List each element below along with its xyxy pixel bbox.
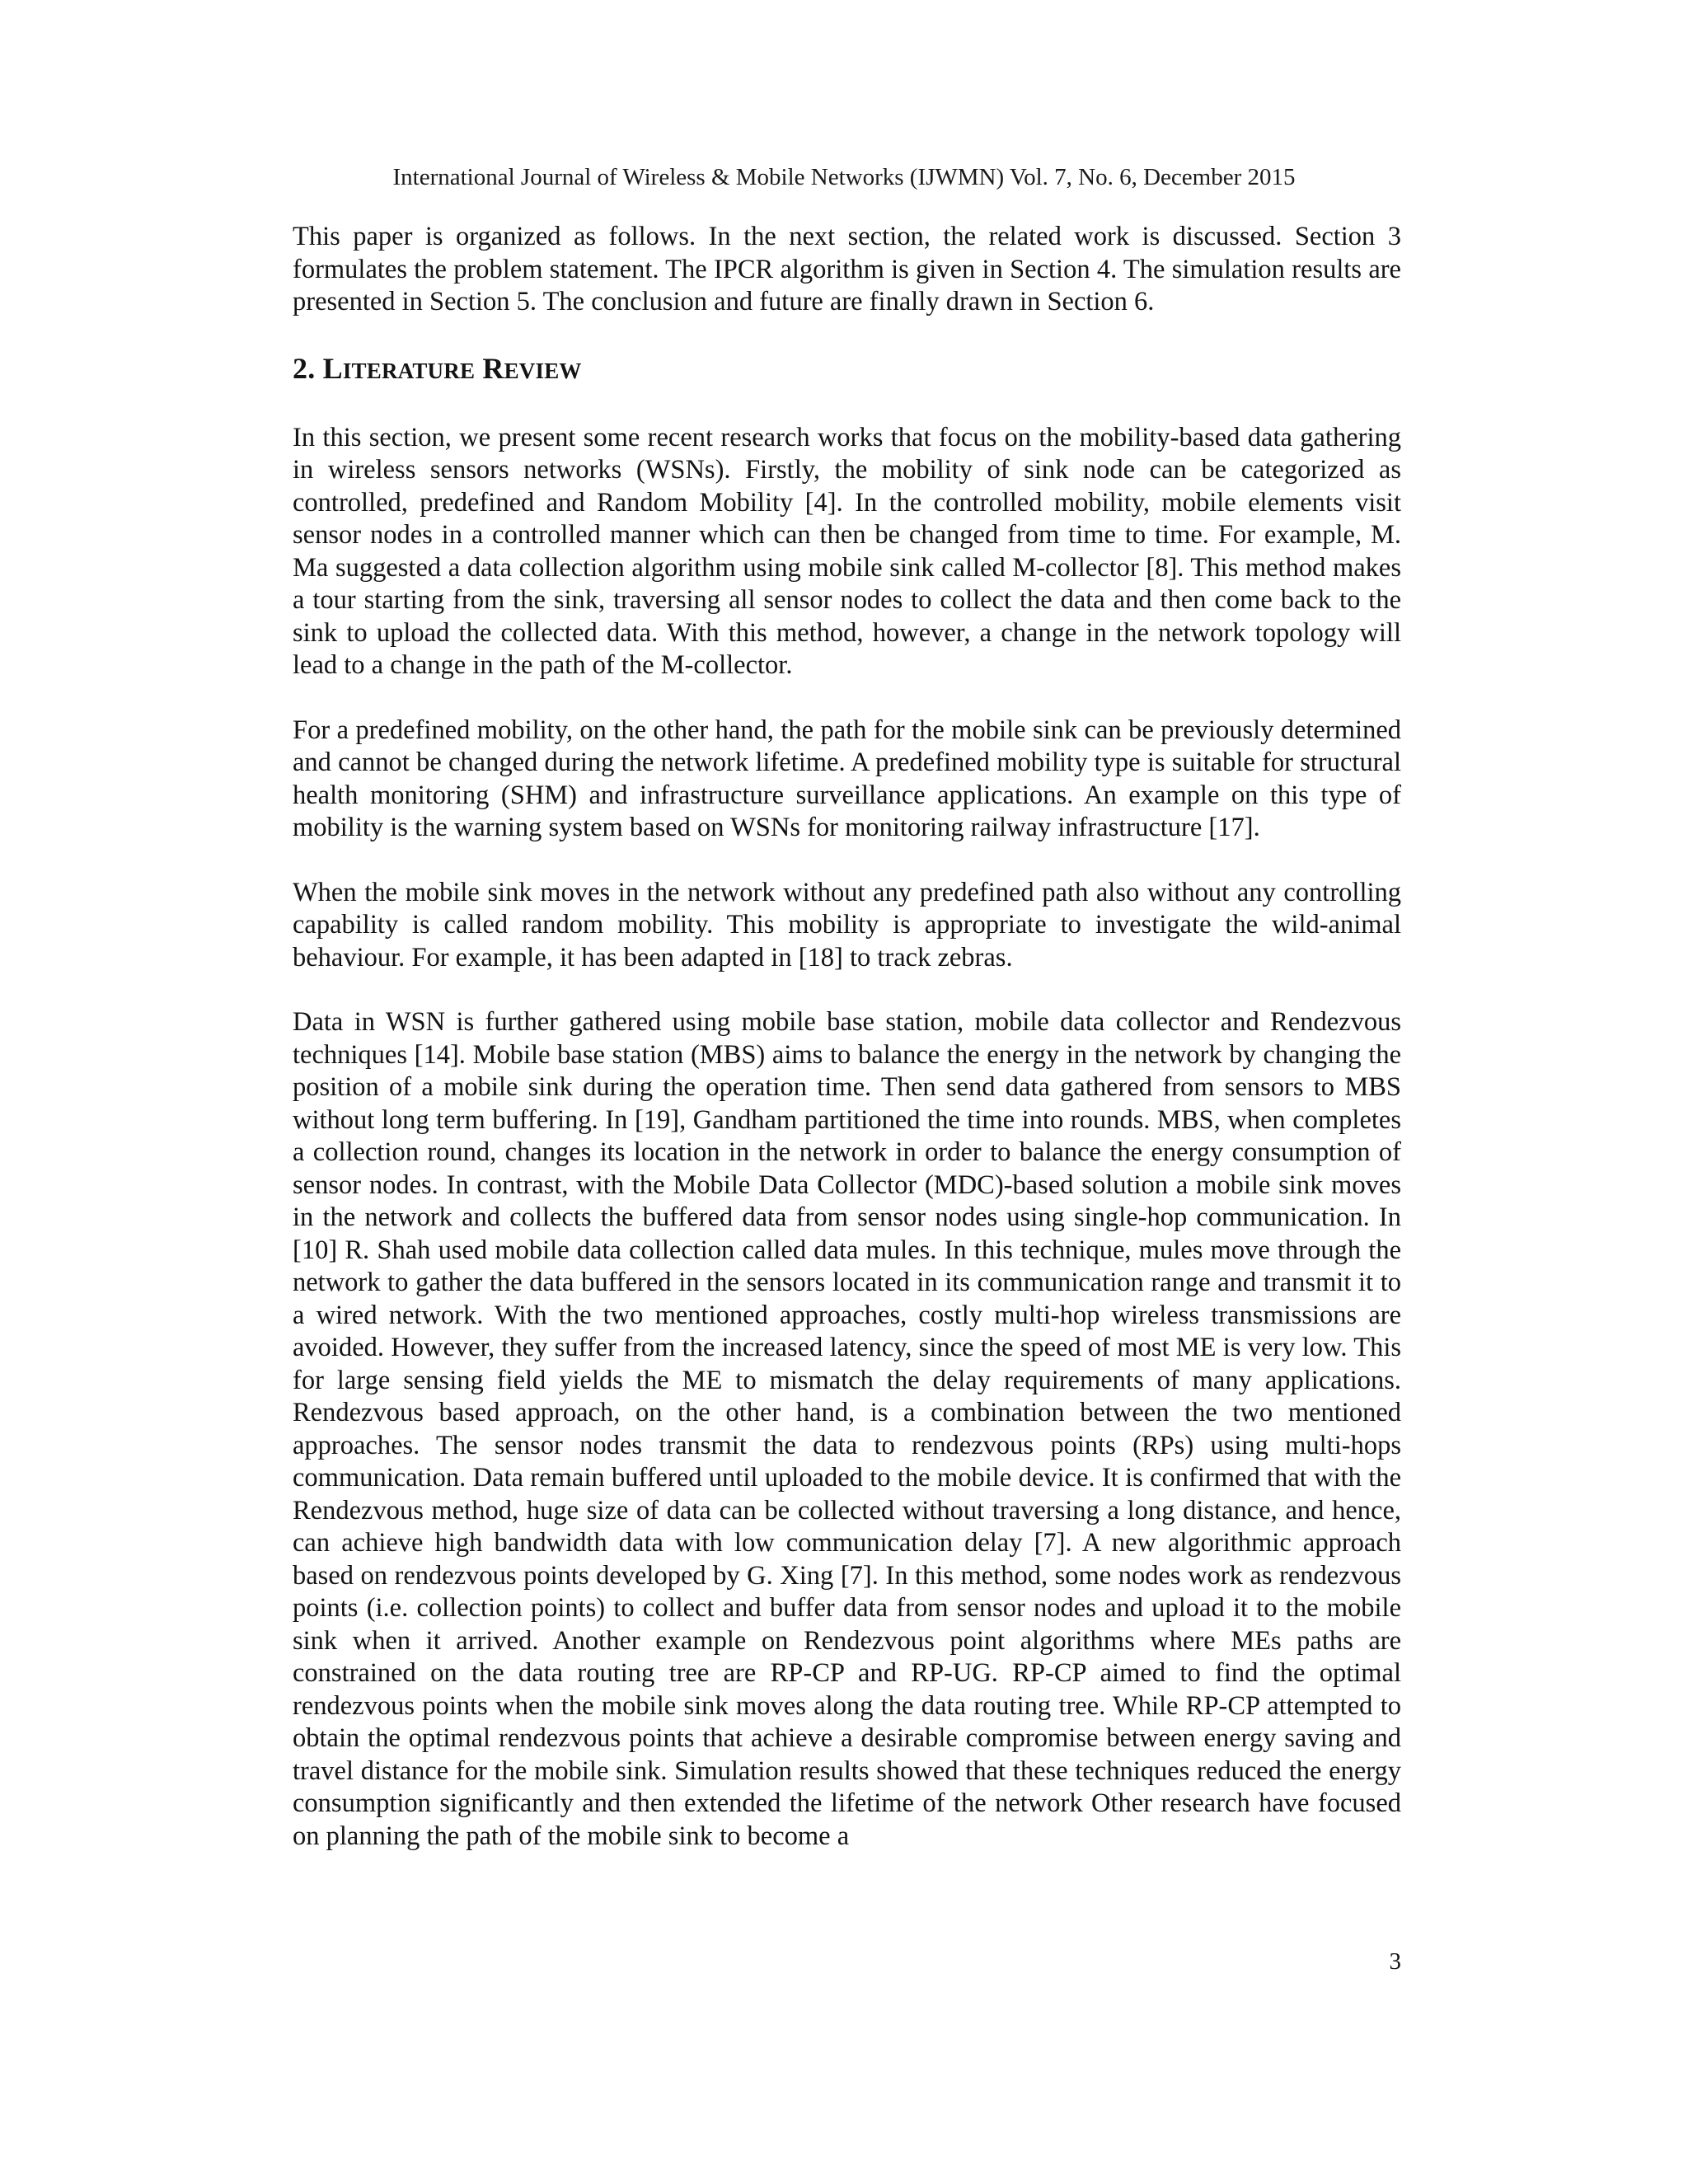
body-paragraph: For a predefined mobility, on the other hand, the path for the mobile sink can be previously determined and cannot be changed during the network lifetime. A predefined mobility type is suitable for structural health monitoring (SHM) and infrastructure surveillance applications. An example on this type of mobility is the warning system based on WSNs for monitoring railway infrastructure [17]. <box>293 715 1401 842</box>
section-title-initial-2: R <box>482 351 504 385</box>
paragraph-gap <box>293 845 1401 877</box>
paragraph-gap <box>293 974 1401 1006</box>
page-content <box>293 221 1401 1853</box>
section-title-rest-2: EVIEW <box>504 358 582 383</box>
section-title-rest-1: ITERATURE <box>342 358 476 383</box>
page-number: 3 <box>1389 1948 1401 1975</box>
body-paragraph: When the mobile sink moves in the network without any predefined path also without any controlling capability is called random mobility. This mobility is appropriate to investigate the wild-animal behaviour. For example, it has been adapted in [18] to track zebras. <box>293 877 1401 972</box>
section-title-initial-1: L <box>322 351 343 385</box>
body-paragraph: In this section, we present some recent research works that focus on the mobility-based data gathering in wireless sensors networks (WSNs). Firstly, the mobility of sink node can be categorized as controlled, predefined and Random Mobility [4]. In the controlled mobility, mobile elements visit sensor nodes in a controlled manner which can then be changed from time to time. For example, M. Ma suggested a data collection algorithm using mobile sink called M-collector [8]. This method makes a tour starting from the sink, traversing all sensor nodes to collect the data and then come back to the sink to upload the collected data. With this method, however, a change in the network topology will lead to a change in the path of the M-collector. <box>293 422 1401 680</box>
section-number: 2. <box>293 351 316 385</box>
body-paragraph: Data in WSN is further gathered using mobile base station, mobile data collector and Rendezvous techniques [14]. Mobile base station (MBS) aims to balance the energy in the network by changing the position of a mobile sink during the operation time. Then send data gathered from sensors to MBS without long term buffering. In [19], Gandham partitioned the time into rounds. MBS, when completes a collection round, changes its location in the network in order to balance the energy consumption of sensor nodes. In contrast, with the Mobile Data Collector (MDC)-based solution a mobile sink moves in the network and collects the buffered data from sensor nodes using single-hop communication. In [10] R. Shah used mobile data collection called data mules. In this technique, mules move through the network to gather the data buffered in the sensors located in its communication range and transmit it to a wired network. With the two mentioned approaches, costly multi-hop wireless transmissions are avoided. However, they suffer from the increased latency, since the speed of most ME is very low. This for large sensing field yields the ME to mismatch the delay requirements of many applications. Rendezvous based approach, on the other hand, is a combination between the two mentioned approaches. The sensor nodes transmit the data to rendezvous points (RPs) using multi-hops communication. Data remain buffered until uploaded to the mobile device. It is confirmed that with the Rendezvous method, huge size of data can be collected without traversing a long distance, and hence, can achieve high bandwidth data with low communication delay [7]. A new algorithmic approach based on rendezvous points developed by G. Xing [7]. In this method, some nodes work as rendezvous points (i.e. collection points) to collect and buffer data from sensor nodes and upload it to the mobile sink when it arrived. Another example on Rendezvous point algorithms where MEs paths are constrained on the data routing tree are RP-CP and RP-UG. RP-CP aimed to find the optimal rendezvous points when the mobile sink moves along the data routing tree. While RP-CP attempted to obtain the optimal rendezvous points that achieve a desirable compromise between energy saving and travel distance for the mobile sink. Simulation results showed that these techniques reduced the energy consumption significantly and then extended the lifetime of the network Other research have focused on planning the path of the mobile sink to become a <box>293 1007 1401 1851</box>
paragraph-gap <box>293 682 1401 715</box>
running-header: International Journal of Wireless & Mobile Networks (IJWMN) Vol. 7, No. 6, December 2015 <box>392 164 1296 190</box>
section-heading <box>293 350 1401 389</box>
intro-paragraph: This paper is organized as follows. In the next section, the related work is discussed. Section 3 formulates the problem statement. The IPCR algorithm is given in Section 4. The simulation results are presented in Section 5. The conclusion and future are finally drawn in Section 6. <box>293 222 1401 316</box>
